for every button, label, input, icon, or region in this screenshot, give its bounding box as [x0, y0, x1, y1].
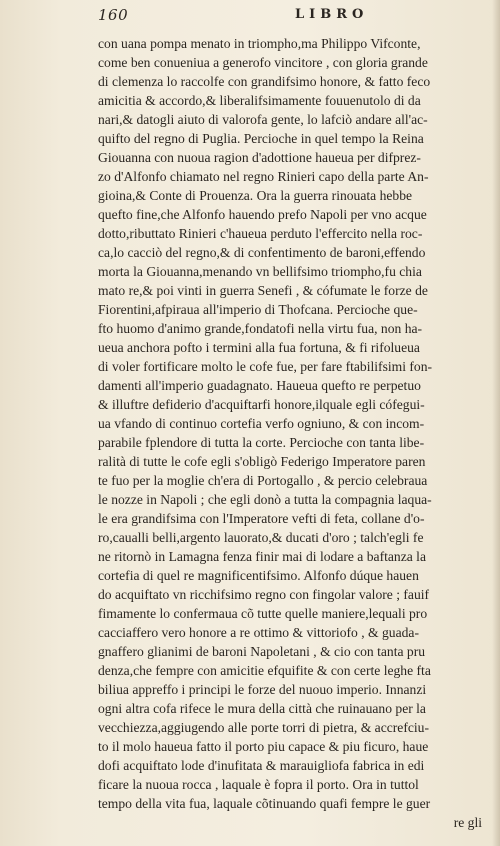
- text-line: vecchiezza,aggiugendo alle porte torri di pietra, & accrefciu-: [98, 720, 429, 735]
- text-line: con uana pompa menato in triompho,ma Philippo Vifconte,: [98, 36, 421, 51]
- running-head: LIBRO: [295, 7, 369, 22]
- text-line: gioina,& Conte di Prouenza. Ora la guerra rinouata hebbe: [98, 188, 413, 203]
- text-line: mato re,& poi vinti in guerra Senefi , & cófumate le forze de: [98, 283, 428, 298]
- text-line: Giouanna con nuoua ragion d'adottione haueua per difprez-: [98, 150, 421, 165]
- page-edge-shadow: [492, 0, 500, 846]
- text-line: parabile fplendore di tutta la corte. Percioche con tanta libe-: [98, 435, 425, 450]
- text-line: zo d'Alfonfo chiamato nel regno Rinieri capo della parte An-: [98, 169, 429, 184]
- text-line: do acquiftato vn ricchifsimo regno con fingolar valore ; fauif: [98, 587, 430, 602]
- body-text: [98, 34, 490, 832]
- text-line: di voler fortificare molto le cofe fue, per fare ftabilifsimi fon-: [98, 359, 433, 374]
- text-line: ro,caualli belli,argento lauorato,& ducati d'oro ; talch'egli fe: [98, 530, 424, 545]
- text-line: dofi acquiftato lode d'inufitata & marauigliofa fabrica in edi: [98, 758, 425, 773]
- text-line: amicitia & accordo,& liberalifsimamente fouuenutolo di da: [98, 93, 421, 108]
- text-line: biliua appreffo i principi le forze del nuouo imperio. Innanzi: [98, 682, 427, 697]
- text-line: le nozze in Napoli ; che egli donò a tutta la compagnia laqua-: [98, 492, 432, 507]
- text-line: denza,che fempre con amicitie efquifite & con certe leghe fta: [98, 663, 431, 678]
- text-line: come ben conueniua a generofo vincitore , con gloria grande: [98, 55, 428, 70]
- text-line: ua vfando di continuo cortefia verfo ogniuno, & con incom-: [98, 416, 425, 431]
- text-line: to il molo haueua fatto il porto piu capace & piu ficuro, haue: [98, 739, 429, 754]
- text-line: quefto fine,che Alfonfo hauendo prefo Napoli per vno acque: [98, 207, 427, 222]
- text-line: ficare la nuoua rocca , laquale è fopra il porto. Ora in tuttol: [98, 777, 419, 792]
- page-header: [0, 0, 500, 26]
- text-line: Fiorentini,afpiraua all'imperio di Thofcana. Percioche que-: [98, 302, 418, 317]
- text-line: ne ritornò in Lamagna fenza finir mai di lodare a baftanza la: [98, 549, 426, 564]
- text-line: cacciaffero vero honore a re ottimo & vittoriofo , & guada-: [98, 625, 419, 640]
- text-line: tempo della vita fua, laquale cõtinuando quafi fempre le guer: [98, 796, 431, 811]
- text-line: re gli: [453, 815, 482, 830]
- text-line: dotto,ributtato Rinieri c'haueua perduto l'effercito nella roc-: [98, 226, 423, 241]
- text-line: fto huomo d'animo grande,fondatofi nella virtu fua, non ha-: [98, 321, 423, 336]
- text-line: quifto del regno di Puglia. Percioche in quel tempo la Reina: [98, 131, 424, 146]
- text-line: morta la Giouanna,menando vn bellifsimo triompho,fu chia: [98, 264, 422, 279]
- text-line: di clemenza lo raccolfe con grandifsimo honore, & fatto feco: [98, 74, 431, 89]
- text-line: ralità di tutte le cofe egli s'obligò Federigo Imperatore paren: [98, 454, 426, 469]
- text-line: ogni altra cofa rifece le mura della città che ruinauano per la: [98, 701, 426, 716]
- text-line: fimamente lo confermaua cõ tutte quelle maniere,lequali pro: [98, 606, 428, 621]
- text-line: damenti all'imperio guadagnato. Haueua quefto re perpetuo: [98, 378, 421, 393]
- text-line: cortefia di quel re magnificentifsimo. Alfonfo dúque hauen: [98, 568, 419, 583]
- page-number: 160: [98, 6, 129, 24]
- text-line: & illuftre defiderio d'acquiftarfi honore,ilquale egli cófegui-: [98, 397, 425, 412]
- text-line: ueua anchora pofto i termini alla fua fortuna, & fi rifolueua: [98, 340, 420, 355]
- text-line: ca,lo cacciò del regno,& di confentimento de baroni,effendo: [98, 245, 426, 260]
- text-line: le era grandifsima con l'Imperatore vefti di feta, collane d'o-: [98, 511, 425, 526]
- text-line: nari,& datogli aiuto di valorofa gente, lo lafciò andare all'ac-: [98, 112, 428, 127]
- text-line: te fuo per la moglie ch'era di Portogallo , & percio celebraua: [98, 473, 428, 488]
- text-line: gnaffero glianimi de baroni Napoletani , & cio con tanta pru: [98, 644, 426, 659]
